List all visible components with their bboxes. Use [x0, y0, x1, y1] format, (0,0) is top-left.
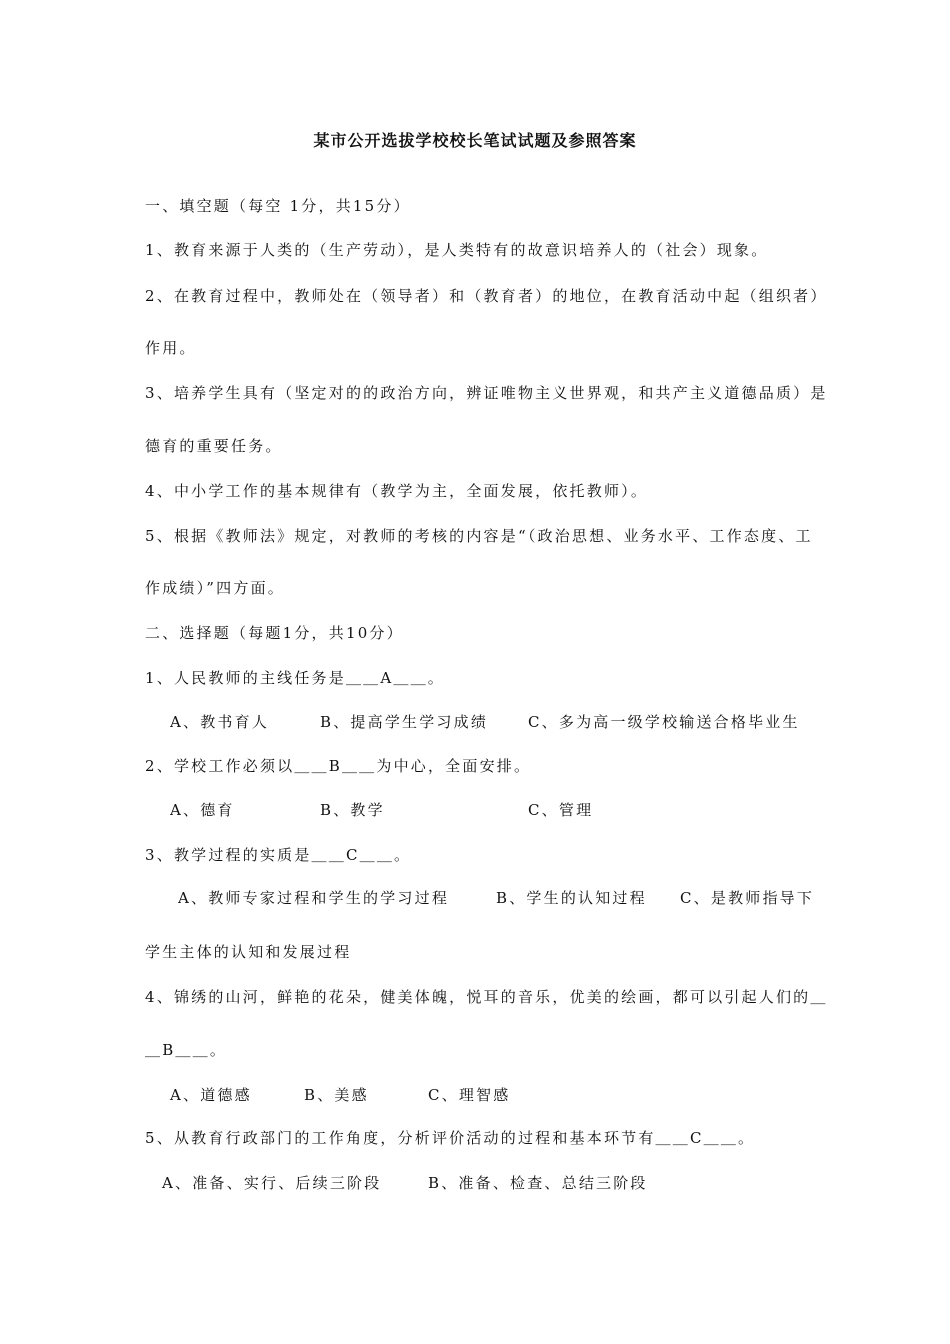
s2-question-4-stem-line2: ＿B＿＿。	[145, 1041, 228, 1059]
s2-q5-option-b: B、准备、检查、总结三阶段	[428, 1174, 648, 1192]
s1-question-1: 1、教育来源于人类的（生产劳动），是人类特有的故意识培养人的（社会）现象。	[145, 241, 769, 259]
s2-q3-option-b: B、学生的认知过程	[496, 889, 647, 907]
s2-question-3-stem: 3、教学过程的实质是＿＿C＿＿。	[145, 846, 412, 864]
s2-question-5-stem: 5、从教育行政部门的工作角度，分析评价活动的过程和基本环节有＿＿C＿＿。	[145, 1129, 756, 1147]
s1-question-5-line2: 作成绩）”四方面。	[145, 579, 285, 597]
s2-q3-option-c: C、是教师指导下	[680, 889, 815, 907]
s2-q3-option-a: A、教师专家过程和学生的学习过程	[178, 889, 450, 907]
s2-question-4-stem-line1: 4、锦绣的山河，鲜艳的花朵，健美体魄，悦耳的音乐，优美的绘画，都可以引起人们的＿	[145, 988, 828, 1006]
s1-question-3-line1: 3、培养学生具有（坚定对的的政治方向，辨证唯物主义世界观，和共产主义道德品质）是	[145, 384, 828, 402]
s2-q4-option-c: C、理智感	[428, 1086, 511, 1104]
s2-q5-option-a: A、准备、实行、后续三阶段	[162, 1174, 382, 1192]
s2-q2-option-c: C、管理	[528, 801, 594, 819]
document-title: 某市公开选拔学校校长笔试试题及参照答案	[313, 131, 637, 150]
section2-heading: 二、选择题（每题1分，共10分）	[145, 624, 404, 642]
s2-q2-option-b: B、教学	[320, 801, 385, 819]
s1-question-2-line2: 作用。	[145, 339, 197, 357]
s2-q4-option-b: B、美感	[304, 1086, 369, 1104]
s2-question-2-stem: 2、学校工作必须以＿＿B＿＿为中心，全面安排。	[145, 757, 532, 775]
s1-question-3-line2: 德育的重要任务。	[145, 437, 283, 455]
s2-q1-option-a: A、教书育人	[170, 713, 270, 731]
s1-question-5-line1: 5、根据《教师法》规定，对教师的考核的内容是“（政治思想、业务水平、工作态度、工	[145, 527, 813, 545]
s1-question-4: 4、中小学工作的基本规律有（教学为主，全面发展，依托教师）。	[145, 482, 649, 500]
section1-heading: 一、填空题（每空 1分，共15分）	[145, 197, 411, 215]
s2-q1-option-b: B、提高学生学习成绩	[320, 713, 489, 731]
s2-q1-option-c: C、多为高一级学校输送合格毕业生	[528, 713, 800, 731]
s2-question-1-stem: 1、人民教师的主线任务是＿＿A＿＿。	[145, 669, 445, 687]
s2-q4-option-a: A、道德感	[170, 1086, 252, 1104]
s2-q2-option-a: A、德育	[170, 801, 235, 819]
s1-question-2-line1: 2、在教育过程中，教师处在（领导者）和（教育者）的地位，在教育活动中起（组织者）	[145, 287, 828, 305]
s2-q3-option-c-cont: 学生主体的认知和发展过程	[145, 943, 352, 961]
